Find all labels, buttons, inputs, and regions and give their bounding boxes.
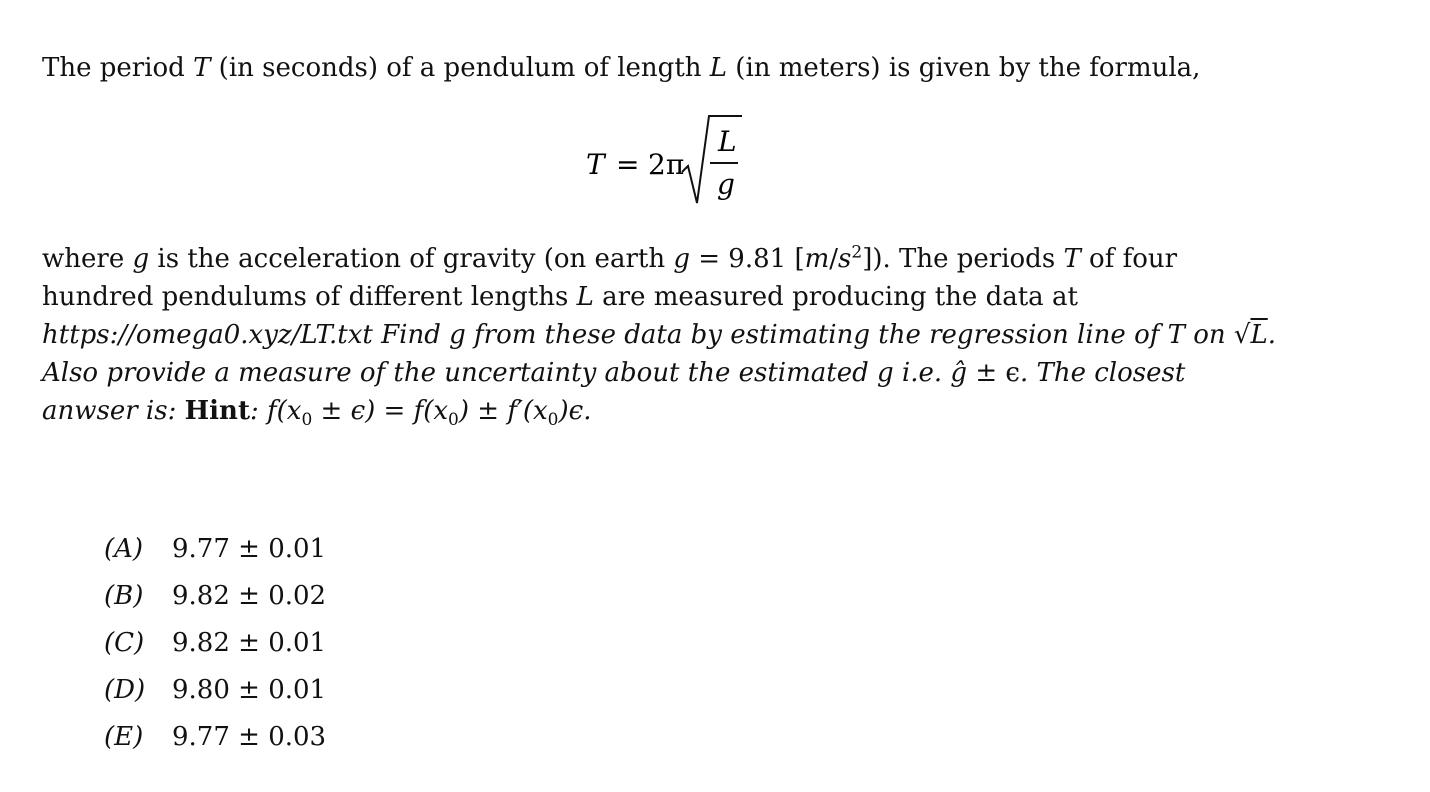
body-text-5: of four hundred pendulums of different lengths (42, 244, 1178, 312)
formula-lhs: T (586, 148, 605, 181)
hint-subscript-c: 0 (547, 410, 559, 431)
answer-choice-e[interactable] (104, 720, 326, 754)
choice-value-d: 9.80 ± 0.01 (172, 675, 327, 705)
body-var-l: L (576, 282, 594, 312)
body-italic-3: . The closest anwser is: (42, 358, 1186, 426)
hint-formula-3: ) ± f′(x (458, 396, 548, 426)
sqrt-argument: L (1250, 320, 1268, 350)
choice-label-b: (B) (104, 581, 144, 611)
hint-formula-2: ± ϵ) = f(x (312, 396, 449, 426)
choice-value-c: 9.82 ± 0.01 (172, 628, 327, 658)
choice-value-a: 9.77 ± 0.01 (172, 534, 327, 564)
choice-value-e: 9.77 ± 0.03 (172, 722, 327, 752)
choice-label-d: (D) (104, 675, 146, 705)
hint-formula-1: f(x (267, 396, 302, 426)
unit-second: s (838, 244, 852, 274)
data-url-link[interactable]: https://omega0.xyz/LT.txt (42, 320, 373, 350)
hint-formula-4: )ϵ. (558, 396, 592, 426)
period-formula (586, 108, 766, 218)
choice-label-e: (E) (104, 722, 144, 752)
body-text-3: = 9.81 [ (689, 244, 805, 274)
problem-paragraph (42, 240, 1288, 430)
answer-choice-c[interactable] (104, 626, 326, 660)
hint-subscript-b: 0 (448, 410, 459, 431)
body-italic-1: Find g from these data by estimating the regression line of T on (372, 320, 1234, 350)
answer-choice-d[interactable] (104, 673, 326, 707)
plus-minus-epsilon: ± ϵ (967, 358, 1020, 388)
intro-text-1: The period (42, 53, 194, 83)
g-hat: ĝ (950, 358, 968, 388)
body-text-4: ]). The periods (862, 244, 1064, 274)
body-text-1: where (42, 244, 133, 274)
hint-colon: : (249, 396, 267, 426)
formula-denominator: g (717, 168, 735, 201)
unit-meter: m (804, 244, 830, 274)
intro-line (42, 52, 1200, 84)
choice-label-a: (A) (104, 534, 144, 564)
body-var-g2: g (673, 244, 690, 274)
intro-text-2: (in seconds) of a pendulum of length (210, 53, 710, 83)
sqrt-symbol: √ (1233, 320, 1251, 350)
intro-var-l: L (709, 53, 728, 83)
hint-label: Hint (184, 396, 250, 426)
hint-subscript-a: 0 (301, 410, 313, 431)
intro-text-3: (in meters) is given by the formula, (727, 53, 1201, 83)
body-var-g1: g (132, 244, 150, 274)
formula-coefficient: 2π (648, 148, 685, 181)
body-italic-2: . Also provide a measure of the uncertainty about the estimated g i.e. (42, 320, 1276, 388)
unit-slash: / (829, 244, 839, 274)
answer-choice-b[interactable] (104, 579, 326, 613)
body-var-t: T (1063, 244, 1081, 274)
choice-label-c: (C) (104, 628, 145, 658)
formula-numerator: L (718, 125, 737, 158)
intro-var-t: T (193, 53, 211, 83)
choice-value-b: 9.82 ± 0.02 (172, 581, 327, 611)
answer-choice-a[interactable] (104, 532, 326, 566)
body-text-6: are measured producing the data at (593, 282, 1078, 312)
formula-equals: = (616, 148, 640, 181)
body-text-2: is the acceleration of gravity (on earth (149, 244, 674, 274)
unit-exponent: 2 (851, 242, 863, 263)
